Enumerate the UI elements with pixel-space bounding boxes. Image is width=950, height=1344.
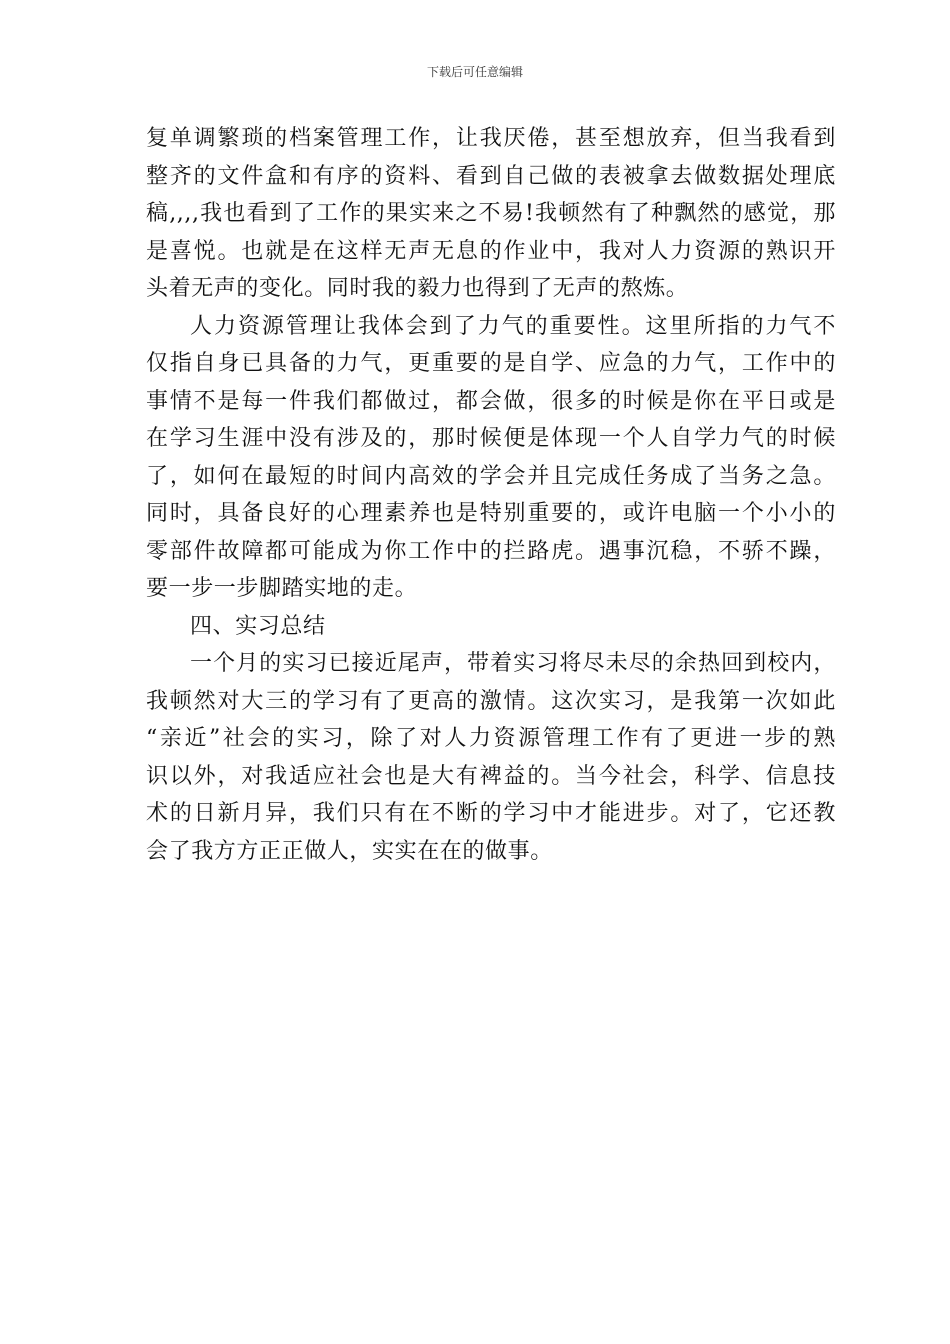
section-heading: 四、实习总结 [190, 613, 326, 639]
text-line: 术的日新月异，我们只有在不断的学习中才能进步。对了，它还教 [146, 801, 836, 826]
text-line: 事情不是每一件我们都做过，都会做，很多的时候是你在平日或是 [146, 388, 836, 414]
text-line: 会了我方方正正做人，实实在在的做事。 [146, 838, 553, 864]
text-line: “亲近”社会的实习，除了对人力资源管理工作有了更进一步的熟 [146, 726, 836, 751]
text-line: 是喜悦。也就是在这样无声无息的作业中，我对人力资源的熟识开 [146, 238, 836, 264]
text-line: 复单调繁琐的档案管理工作，让我厌倦，甚至想放弃，但当我看到 [146, 126, 836, 151]
text-line: 识以外，对我适应社会也是大有裨益的。当今社会，科学、信息技 [146, 763, 836, 789]
text-line: 要一步一步脚踏实地的走。 [146, 576, 418, 601]
document-body [146, 120, 836, 870]
text-line: 头着无声的变化。同时我的毅力也得到了无声的熬炼。 [146, 276, 689, 301]
text-line: 了，如何在最短的时间内高效的学会并且完成任务成了当务之急。 [146, 463, 836, 489]
text-line: 在学习生涯中没有涉及的，那时候便是体现一个人自学力气的时候 [146, 426, 836, 451]
text-line: 仅指自身已具备的力气，更重要的是自学、应急的力气，工作中的 [146, 351, 836, 376]
paragraph-first-line: 一个月的实习已接近尾声，带着实习将尽未尽的余热回到校内， [190, 651, 836, 676]
text-line: 零部件故障都可能成为你工作中的拦路虎。遇事沉稳，不骄不躁， [146, 538, 836, 564]
text-line: 稿,,,,我也看到了工作的果实来之不易!我顿然有了种飘然的感觉，那 [146, 201, 836, 226]
text-line: 同时，具备良好的心理素养也是特别重要的，或许电脑一个小小的 [146, 501, 836, 526]
text-line: 我顿然对大三的学习有了更高的激情。这次实习，是我第一次如此 [146, 688, 836, 714]
page-header: 下载后可任意编辑 [426, 65, 523, 79]
text-line: 整齐的文件盒和有序的资料、看到自己做的表被拿去做数据处理底 [146, 163, 836, 189]
paragraph-first-line: 人力资源管理让我体会到了力气的重要性。这里所指的力气不 [190, 313, 836, 339]
